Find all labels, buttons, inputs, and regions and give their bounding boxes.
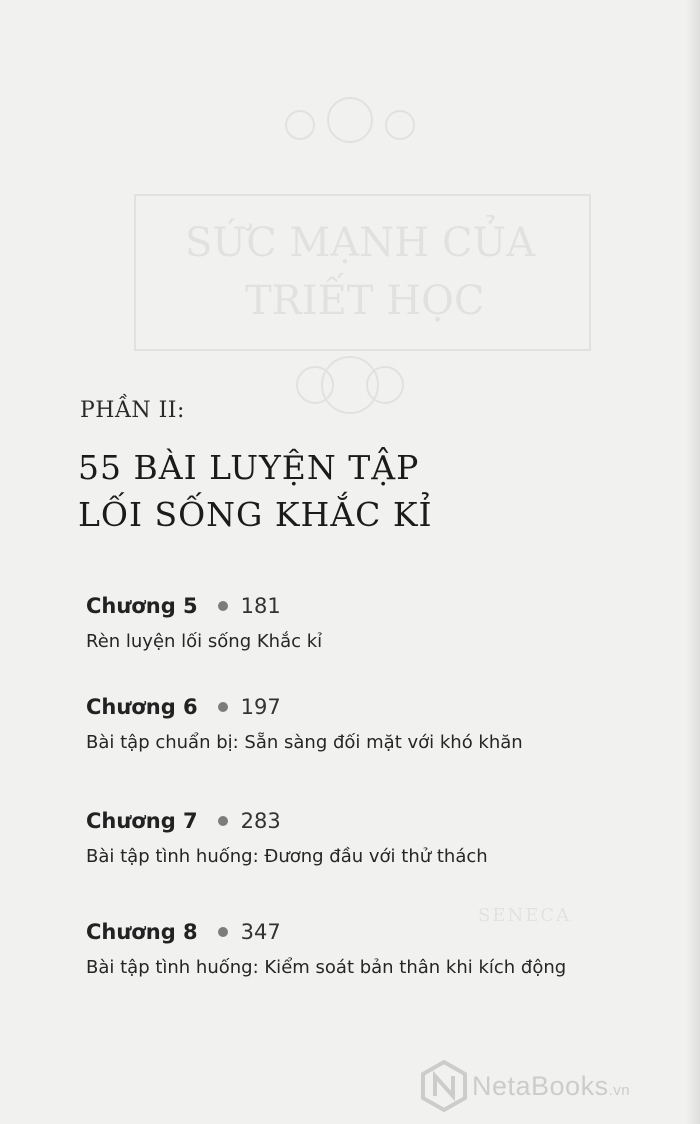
chapter-entry-5[interactable] [86, 592, 666, 654]
chapter-heading [86, 918, 666, 946]
bullet-dot-icon [218, 601, 228, 611]
bullet-dot-icon [218, 927, 228, 937]
page-edge-shadow [686, 0, 700, 1124]
chapter-entry-7[interactable] [86, 807, 666, 869]
part-title-line-2: LỐI SỐNG KHẮC KỈ [78, 495, 433, 534]
chapter-subtitle: Bài tập chuẩn bị: Sẵn sàng đối mặt với khó khăn [86, 732, 523, 753]
chapter-subtitle: Rèn luyện lối sống Khắc kỉ [86, 631, 323, 652]
part-title-line-1: 55 BÀI LUYỆN TẬP [78, 448, 420, 487]
part-label: PHẦN II: [80, 398, 185, 423]
bullet-dot-icon [218, 702, 228, 712]
part-title [78, 444, 638, 538]
chapter-page-number: 181 [240, 594, 281, 618]
chapter-label: Chương 7 [86, 809, 198, 833]
chapter-page-number: 347 [240, 920, 281, 944]
watermark-text [472, 1071, 630, 1102]
watermark-suffix: .vn [608, 1081, 631, 1099]
chapter-label: Chương 8 [86, 920, 198, 944]
netabooks-logo-icon [420, 1060, 468, 1112]
show-through-title-1: SỨC MẠNH CỦA [185, 220, 536, 266]
watermark [420, 1060, 680, 1112]
chapter-label: Chương 6 [86, 695, 198, 719]
chapter-page-number: 283 [240, 809, 281, 833]
bullet-dot-icon [218, 816, 228, 826]
chapter-entry-8[interactable] [86, 918, 666, 980]
show-through-author: SENECA [478, 905, 572, 926]
chapter-heading [86, 693, 666, 721]
chapter-subtitle: Bài tập tình huống: Đương đầu với thử thách [86, 846, 488, 867]
chapter-subtitle: Bài tập tình huống: Kiểm soát bản thân khi kích động [86, 957, 567, 978]
watermark-brand: NetaBooks [472, 1070, 609, 1101]
chapter-label: Chương 5 [86, 594, 198, 618]
chapter-entry-6[interactable] [86, 693, 666, 755]
chapter-page-number: 197 [240, 695, 281, 719]
chapter-heading [86, 807, 666, 835]
chapter-heading [86, 592, 666, 620]
show-through-title-2: TRIẾT HỌC [245, 278, 485, 324]
